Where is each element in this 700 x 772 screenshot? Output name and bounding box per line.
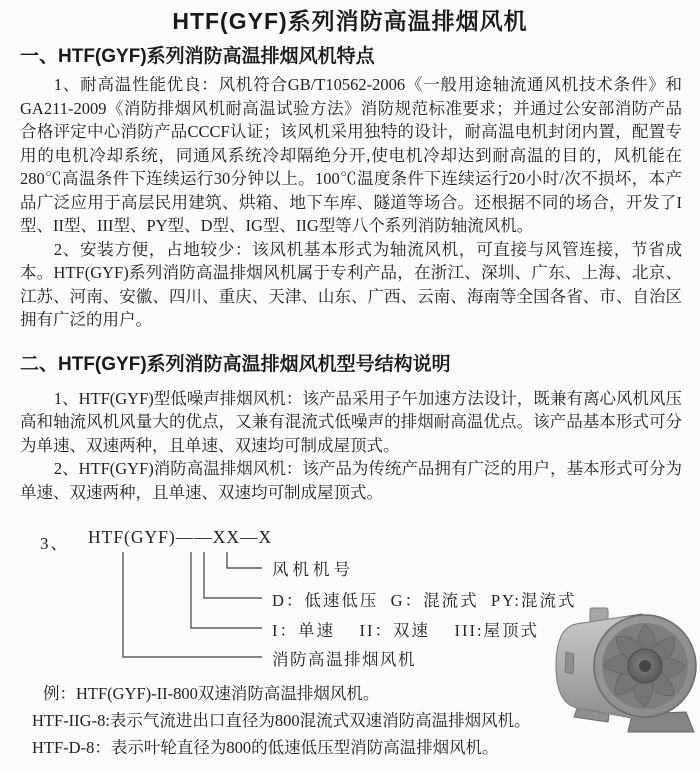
example-line-1: 例：HTF(GYF)-II-800双速消防高温排烟风机。 xyxy=(43,684,380,703)
diagram-label-type-letters: D：低速低压 G：混流式 PY:混流式 xyxy=(272,591,577,610)
diagram-label-speed-types: I：单速 II：双速 III:屋顶式 xyxy=(272,621,540,640)
fan-handle xyxy=(565,652,574,674)
axial-fan-image xyxy=(552,602,700,744)
section2-heading: 二、HTF(GYF)系列消防高温排烟风机型号结构说明 xyxy=(20,353,451,375)
example-line-2: HTF-IIG-8:表示气流进出口直径为800混流式双速消防高温排烟风机。 xyxy=(32,711,531,730)
diagram-item-number: 3、 xyxy=(40,534,70,553)
page-title: HTF(GYF)系列消防高温排烟风机 xyxy=(172,8,528,34)
diagram-label-product-name: 消防高温排烟风机 xyxy=(272,650,416,669)
section2-paragraph-1: 1、HTF(GYF)型低噪声排烟风机：该产品采用子午加速方法设计，既兼有离心风机风压高和轴流风机风量大的优点，又兼有混流式低噪声的排烟耐高温优点。该产品基本形式可分为单速、双速两种，且单速、双速均可制成屋顶式。 xyxy=(20,388,682,455)
section1-paragraph-2: 2、安装方便，占地较少：该风机基本形式为轴流风机，可直接与风管连接，节省成本。HTF(GYF)系列消防高温排烟风机属于专利产品，在浙江、深圳、广东、上海、北京、江苏、河南、安徽、四川、重庆、天津、山东、广西、云南、海南等全国各省、市、自治区拥有广泛的用户。 xyxy=(20,239,682,329)
document-page xyxy=(0,6,700,772)
model-code: HTF(GYF)——XX—X xyxy=(88,527,273,547)
example-line-3: HTF-D-8：表示叶轮直径为800的低速低压型消防高温排烟风机。 xyxy=(32,738,499,757)
diagram-label-fan-number: 风机机号 xyxy=(272,560,354,579)
section2-paragraph-2: 2、HTF(GYF)消防高温排烟风机：该产品为传统产品拥有广泛的用户，基本形式可分为单速、双速两种，且单速、双速均可制成屋顶式。 xyxy=(20,459,682,502)
fan-hub-cap xyxy=(639,660,651,672)
section1-paragraph-1: 1、耐高温性能优良：风机符合GB/T10562-2006《一般用途轴流通风机技术条件》和GA211-2009《消防排烟风机耐高温试验方法》消防规范标准要求；并通过公安部消防产品合格评定中心消防产品CCCF认证；该风机采用独特的设计，耐高温电机封闭内置，配置专用的电机冷却系统，同通风系统冷却隔绝分开,使电机冷却达到耐高温的目的，风机能在280℃高温条件下连续运行30分钟以上。100℃温度条件下连续运行20小时/次不损坏，本产品广泛应用于高层民用建筑、烘箱、地下车库、隧道等场合。还根据不同的场合，开发了I型、II型、III型、PY型、D型、IG型、IIG型等八个系列消防轴流风机。 xyxy=(20,75,682,235)
section1-heading: 一、HTF(GYF)系列消防高温排烟风机特点 xyxy=(20,46,375,67)
